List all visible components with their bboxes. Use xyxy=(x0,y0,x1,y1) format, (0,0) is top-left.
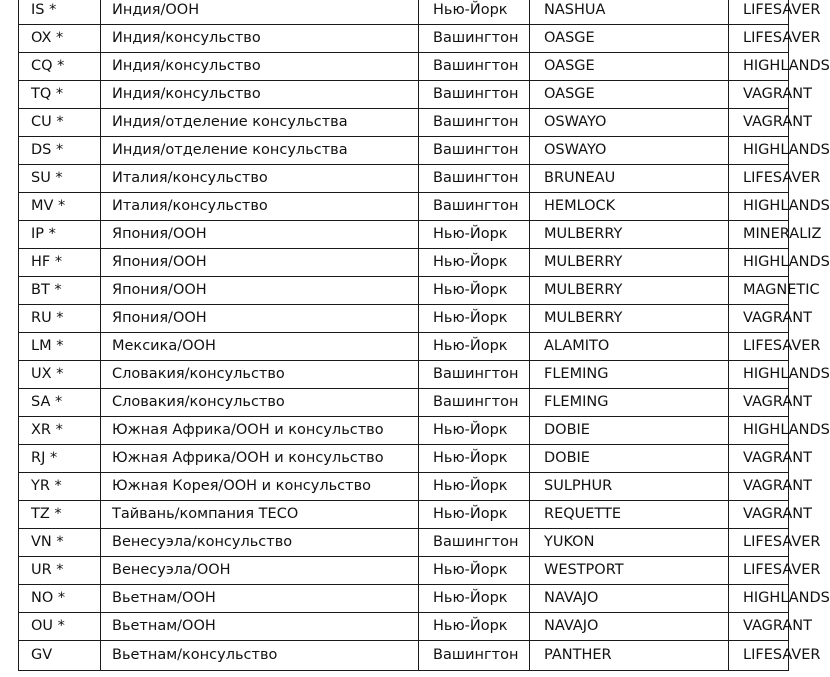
cell-code: LM * xyxy=(19,333,101,361)
cell-target: MULBERRY xyxy=(530,249,729,277)
cell-city: Вашингтон xyxy=(419,109,530,137)
targets-table-body xyxy=(19,0,830,671)
cell-code: CQ * xyxy=(19,53,101,81)
cell-code: OU * xyxy=(19,613,101,641)
cell-program: HIGHLANDS xyxy=(729,53,789,81)
cell-program: VAGRANT xyxy=(729,473,789,501)
targets-table xyxy=(18,0,830,671)
table-row xyxy=(19,305,789,333)
cell-target: REQUETTE xyxy=(530,501,729,529)
cell-description: Венесуэла/консульство xyxy=(101,529,419,557)
cell-code: NO * xyxy=(19,585,101,613)
cell-city: Вашингтон xyxy=(419,529,530,557)
cell-code: YR * xyxy=(19,473,101,501)
cell-description: Венесуэла/ООН xyxy=(101,557,419,585)
cell-code: SA * xyxy=(19,389,101,417)
cell-city: Нью-Йорк xyxy=(419,501,530,529)
cell-target: NAVAJO xyxy=(530,585,729,613)
cell-city: Нью-Йорк xyxy=(419,557,530,585)
cell-code: TQ * xyxy=(19,81,101,109)
cell-description: Вьетнам/консульство xyxy=(101,641,419,671)
table-row xyxy=(19,389,789,417)
table-row xyxy=(19,557,789,585)
cell-program: LIFESAVER xyxy=(729,25,789,53)
cell-code: MV * xyxy=(19,193,101,221)
table-row xyxy=(19,109,789,137)
cell-code: RU * xyxy=(19,305,101,333)
cell-code: GV xyxy=(19,641,101,671)
cell-description: Индия/консульство xyxy=(101,53,419,81)
cell-program: LIFESAVER xyxy=(729,641,789,671)
cell-description: Южная Корея/ООН и консульство xyxy=(101,473,419,501)
table-row xyxy=(19,221,789,249)
cell-program: VAGRANT xyxy=(729,305,789,333)
cell-program: HIGHLANDS xyxy=(729,193,789,221)
cell-description: Япония/ООН xyxy=(101,305,419,333)
cell-target: MULBERRY xyxy=(530,305,729,333)
table-row xyxy=(19,193,789,221)
cell-code: BT * xyxy=(19,277,101,305)
cell-program: HIGHLANDS xyxy=(729,361,789,389)
cell-code: UR * xyxy=(19,557,101,585)
table-row xyxy=(19,361,789,389)
cell-code: VN * xyxy=(19,529,101,557)
cell-city: Нью-Йорк xyxy=(419,0,530,25)
cell-description: Мексика/ООН xyxy=(101,333,419,361)
cell-city: Нью-Йорк xyxy=(419,613,530,641)
cell-code: IP * xyxy=(19,221,101,249)
cell-target: MULBERRY xyxy=(530,277,729,305)
cell-target: OSWAYO xyxy=(530,109,729,137)
cell-program: HIGHLANDS xyxy=(729,585,789,613)
cell-code: DS * xyxy=(19,137,101,165)
cell-city: Нью-Йорк xyxy=(419,249,530,277)
cell-program: VAGRANT xyxy=(729,445,789,473)
cell-description: Индия/отделение консульства xyxy=(101,137,419,165)
cell-description: Индия/отделение консульства xyxy=(101,109,419,137)
cell-program: VAGRANT xyxy=(729,109,789,137)
cell-code: TZ * xyxy=(19,501,101,529)
cell-code: UX * xyxy=(19,361,101,389)
cell-city: Вашингтон xyxy=(419,137,530,165)
cell-target: YUKON xyxy=(530,529,729,557)
table-row xyxy=(19,0,789,25)
cell-description: Япония/ООН xyxy=(101,249,419,277)
cell-description: Индия/ООН xyxy=(101,0,419,25)
cell-code: CU * xyxy=(19,109,101,137)
cell-target: DOBIE xyxy=(530,445,729,473)
cell-target: ALAMITO xyxy=(530,333,729,361)
cell-target: DOBIE xyxy=(530,417,729,445)
table-row xyxy=(19,277,789,305)
cell-code: HF * xyxy=(19,249,101,277)
table-row xyxy=(19,613,789,641)
cell-program: VAGRANT xyxy=(729,613,789,641)
cell-target: NASHUA xyxy=(530,0,729,25)
cell-target: BRUNEAU xyxy=(530,165,729,193)
table-row xyxy=(19,445,789,473)
cell-city: Нью-Йорк xyxy=(419,305,530,333)
cell-city: Вашингтон xyxy=(419,389,530,417)
cell-target: PANTHER xyxy=(530,641,729,671)
cell-description: Словакия/консульство xyxy=(101,361,419,389)
cell-city: Вашингтон xyxy=(419,25,530,53)
cell-program: HIGHLANDS xyxy=(729,417,789,445)
cell-description: Италия/консульство xyxy=(101,165,419,193)
cell-city: Вашингтон xyxy=(419,641,530,671)
cell-description: Тайвань/компания TECO xyxy=(101,501,419,529)
cell-target: SULPHUR xyxy=(530,473,729,501)
cell-city: Вашингтон xyxy=(419,81,530,109)
cell-target: NAVAJO xyxy=(530,613,729,641)
table-row xyxy=(19,585,789,613)
cell-program: LIFESAVER xyxy=(729,557,789,585)
table-row xyxy=(19,137,789,165)
cell-description: Италия/консульство xyxy=(101,193,419,221)
cell-code: OX * xyxy=(19,25,101,53)
cell-target: HEMLOCK xyxy=(530,193,729,221)
cell-code: XR * xyxy=(19,417,101,445)
cell-city: Нью-Йорк xyxy=(419,417,530,445)
table-row xyxy=(19,81,789,109)
table-row xyxy=(19,473,789,501)
table-row xyxy=(19,25,789,53)
cell-target: OASGE xyxy=(530,81,729,109)
cell-city: Нью-Йорк xyxy=(419,473,530,501)
cell-description: Южная Африка/ООН и консульство xyxy=(101,445,419,473)
cell-city: Нью-Йорк xyxy=(419,585,530,613)
table-row xyxy=(19,165,789,193)
cell-program: LIFESAVER xyxy=(729,333,789,361)
cell-city: Нью-Йорк xyxy=(419,277,530,305)
cell-description: Япония/ООН xyxy=(101,221,419,249)
cell-description: Словакия/консульство xyxy=(101,389,419,417)
cell-description: Вьетнам/ООН xyxy=(101,613,419,641)
table-row xyxy=(19,641,789,671)
cell-program: VAGRANT xyxy=(729,501,789,529)
cell-target: OASGE xyxy=(530,25,729,53)
cell-program: HIGHLANDS xyxy=(729,249,789,277)
cell-program: LIFESAVER xyxy=(729,529,789,557)
cell-description: Индия/консульство xyxy=(101,81,419,109)
table-row xyxy=(19,249,789,277)
cell-program: LIFESAVER xyxy=(729,165,789,193)
cell-code: IS * xyxy=(19,0,101,25)
cell-city: Вашингтон xyxy=(419,53,530,81)
cell-city: Нью-Йорк xyxy=(419,221,530,249)
cell-description: Япония/ООН xyxy=(101,277,419,305)
cell-program: HIGHLANDS xyxy=(729,137,789,165)
cell-program: MINERALIZ xyxy=(729,221,789,249)
cell-city: Нью-Йорк xyxy=(419,445,530,473)
cell-code: SU * xyxy=(19,165,101,193)
cell-description: Вьетнам/ООН xyxy=(101,585,419,613)
cell-target: MULBERRY xyxy=(530,221,729,249)
table-row xyxy=(19,529,789,557)
cell-code: RJ * xyxy=(19,445,101,473)
cell-target: OSWAYO xyxy=(530,137,729,165)
cell-target: FLEMING xyxy=(530,361,729,389)
cell-city: Вашингтон xyxy=(419,361,530,389)
cell-city: Вашингтон xyxy=(419,165,530,193)
cell-target: FLEMING xyxy=(530,389,729,417)
cell-program: LIFESAVER xyxy=(729,0,789,25)
cell-target: WESTPORT xyxy=(530,557,729,585)
cell-program: MAGNETIC xyxy=(729,277,789,305)
table-row xyxy=(19,417,789,445)
cell-description: Индия/консульство xyxy=(101,25,419,53)
cell-city: Вашингтон xyxy=(419,193,530,221)
cell-target: OASGE xyxy=(530,53,729,81)
cell-description: Южная Африка/ООН и консульство xyxy=(101,417,419,445)
table-row xyxy=(19,333,789,361)
cell-program: VAGRANT xyxy=(729,389,789,417)
cell-city: Нью-Йорк xyxy=(419,333,530,361)
table-row xyxy=(19,501,789,529)
table-row xyxy=(19,53,789,81)
cell-program: VAGRANT xyxy=(729,81,789,109)
